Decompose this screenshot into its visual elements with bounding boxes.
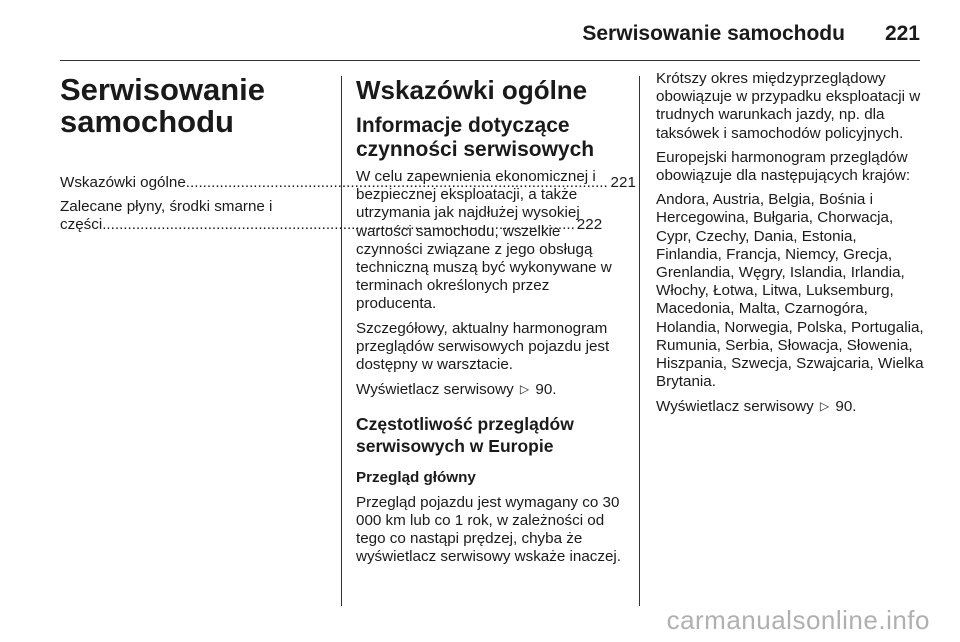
section-heading: Wskazówki ogólne	[356, 75, 588, 105]
paragraph: Przegląd pojazdu jest wymagany co 30 000 km lub co 1 rok, w zależności od tego co nastąpi prędzej, chyba że wyświetlacz serwisowy wskaże inaczej.	[356, 493, 622, 566]
paragraph: Andora, Austria, Belgia, Bośnia i Hercegowina, Bułgaria, Chorwacja, Cypr, Czechy, Dania, Estonia, Finlandia, Francja, Niemcy, Grecja, Grenlandia, Węgry, Islandia, Irlandia, Włochy, Łotwa, Litwa, Luksemburg, Macedonia, Malta, Czarnogóra, Holandia, Norwegia, Polska, Portugalia, Rumunia, Serbia, Słowacja, Słowenia, Hiszpania, Szwecja, Szwajcaria, Wielka Brytania.	[656, 191, 924, 391]
toc-entry[interactable]	[60, 174, 636, 192]
column-divider	[639, 76, 640, 606]
chapter-title: Serwisowanie samochodu	[60, 72, 266, 139]
content-column-3	[656, 70, 924, 423]
toc-entry-text: części	[60, 216, 103, 234]
column-divider	[341, 76, 342, 606]
toc-entry-text: Zalecane płyny, środki smarne i	[60, 198, 273, 216]
subsection-heading: Informacje dotyczące czynności serwisowych	[356, 114, 595, 161]
toc-entry-page: 221	[610, 174, 636, 191]
paragraph: Krótszy okres międzyprzeglądowy obowiązuje w przypadku eksploatacji w trudnych warunkach jazdy, np. dla taksówek i samochodów policyjnych.	[656, 70, 921, 142]
cross-reference[interactable]: Wyświetlacz serwisowy ▷ 90.	[356, 381, 557, 399]
toc-entry-text: Wskazówki ogólne	[60, 174, 186, 191]
subsection-heading: Częstotliwość przeglądów serwisowych w Europie	[356, 414, 574, 457]
paragraph: W celu zapewnienia ekonomicznej i bezpiecznej eksploatacji, a także utrzymania jak najdłużej wysokiej wartości samochodu, wszelkie czynności związane z jego obsługą techniczną muszą być wykonywane w terminach określonych przez producenta.	[356, 168, 612, 313]
reference-arrow-icon: ▷	[519, 382, 530, 397]
watermark: carmanualsonline.info	[666, 605, 930, 635]
paragraph: Szczegółowy, aktualny harmonogram przeglądów serwisowych pojazdu jest dostępny w warsztacie.	[356, 319, 610, 374]
page-header	[60, 14, 920, 54]
minor-heading: Przegląd główny	[356, 469, 476, 487]
toc-entry-page: 222	[576, 216, 603, 234]
toc-entry[interactable]	[60, 198, 603, 234]
reference-arrow-icon: ▷	[819, 399, 830, 414]
page-number: 221	[884, 22, 920, 45]
header-rule	[60, 60, 920, 61]
paragraph: Europejski harmonogram przeglądów obowiązuje dla następujących krajów:	[656, 148, 911, 185]
running-section-title: Serwisowanie samochodu	[582, 22, 845, 45]
cross-reference[interactable]: Wyświetlacz serwisowy ▷ 90.	[656, 398, 857, 416]
content-column-2	[356, 70, 624, 572]
